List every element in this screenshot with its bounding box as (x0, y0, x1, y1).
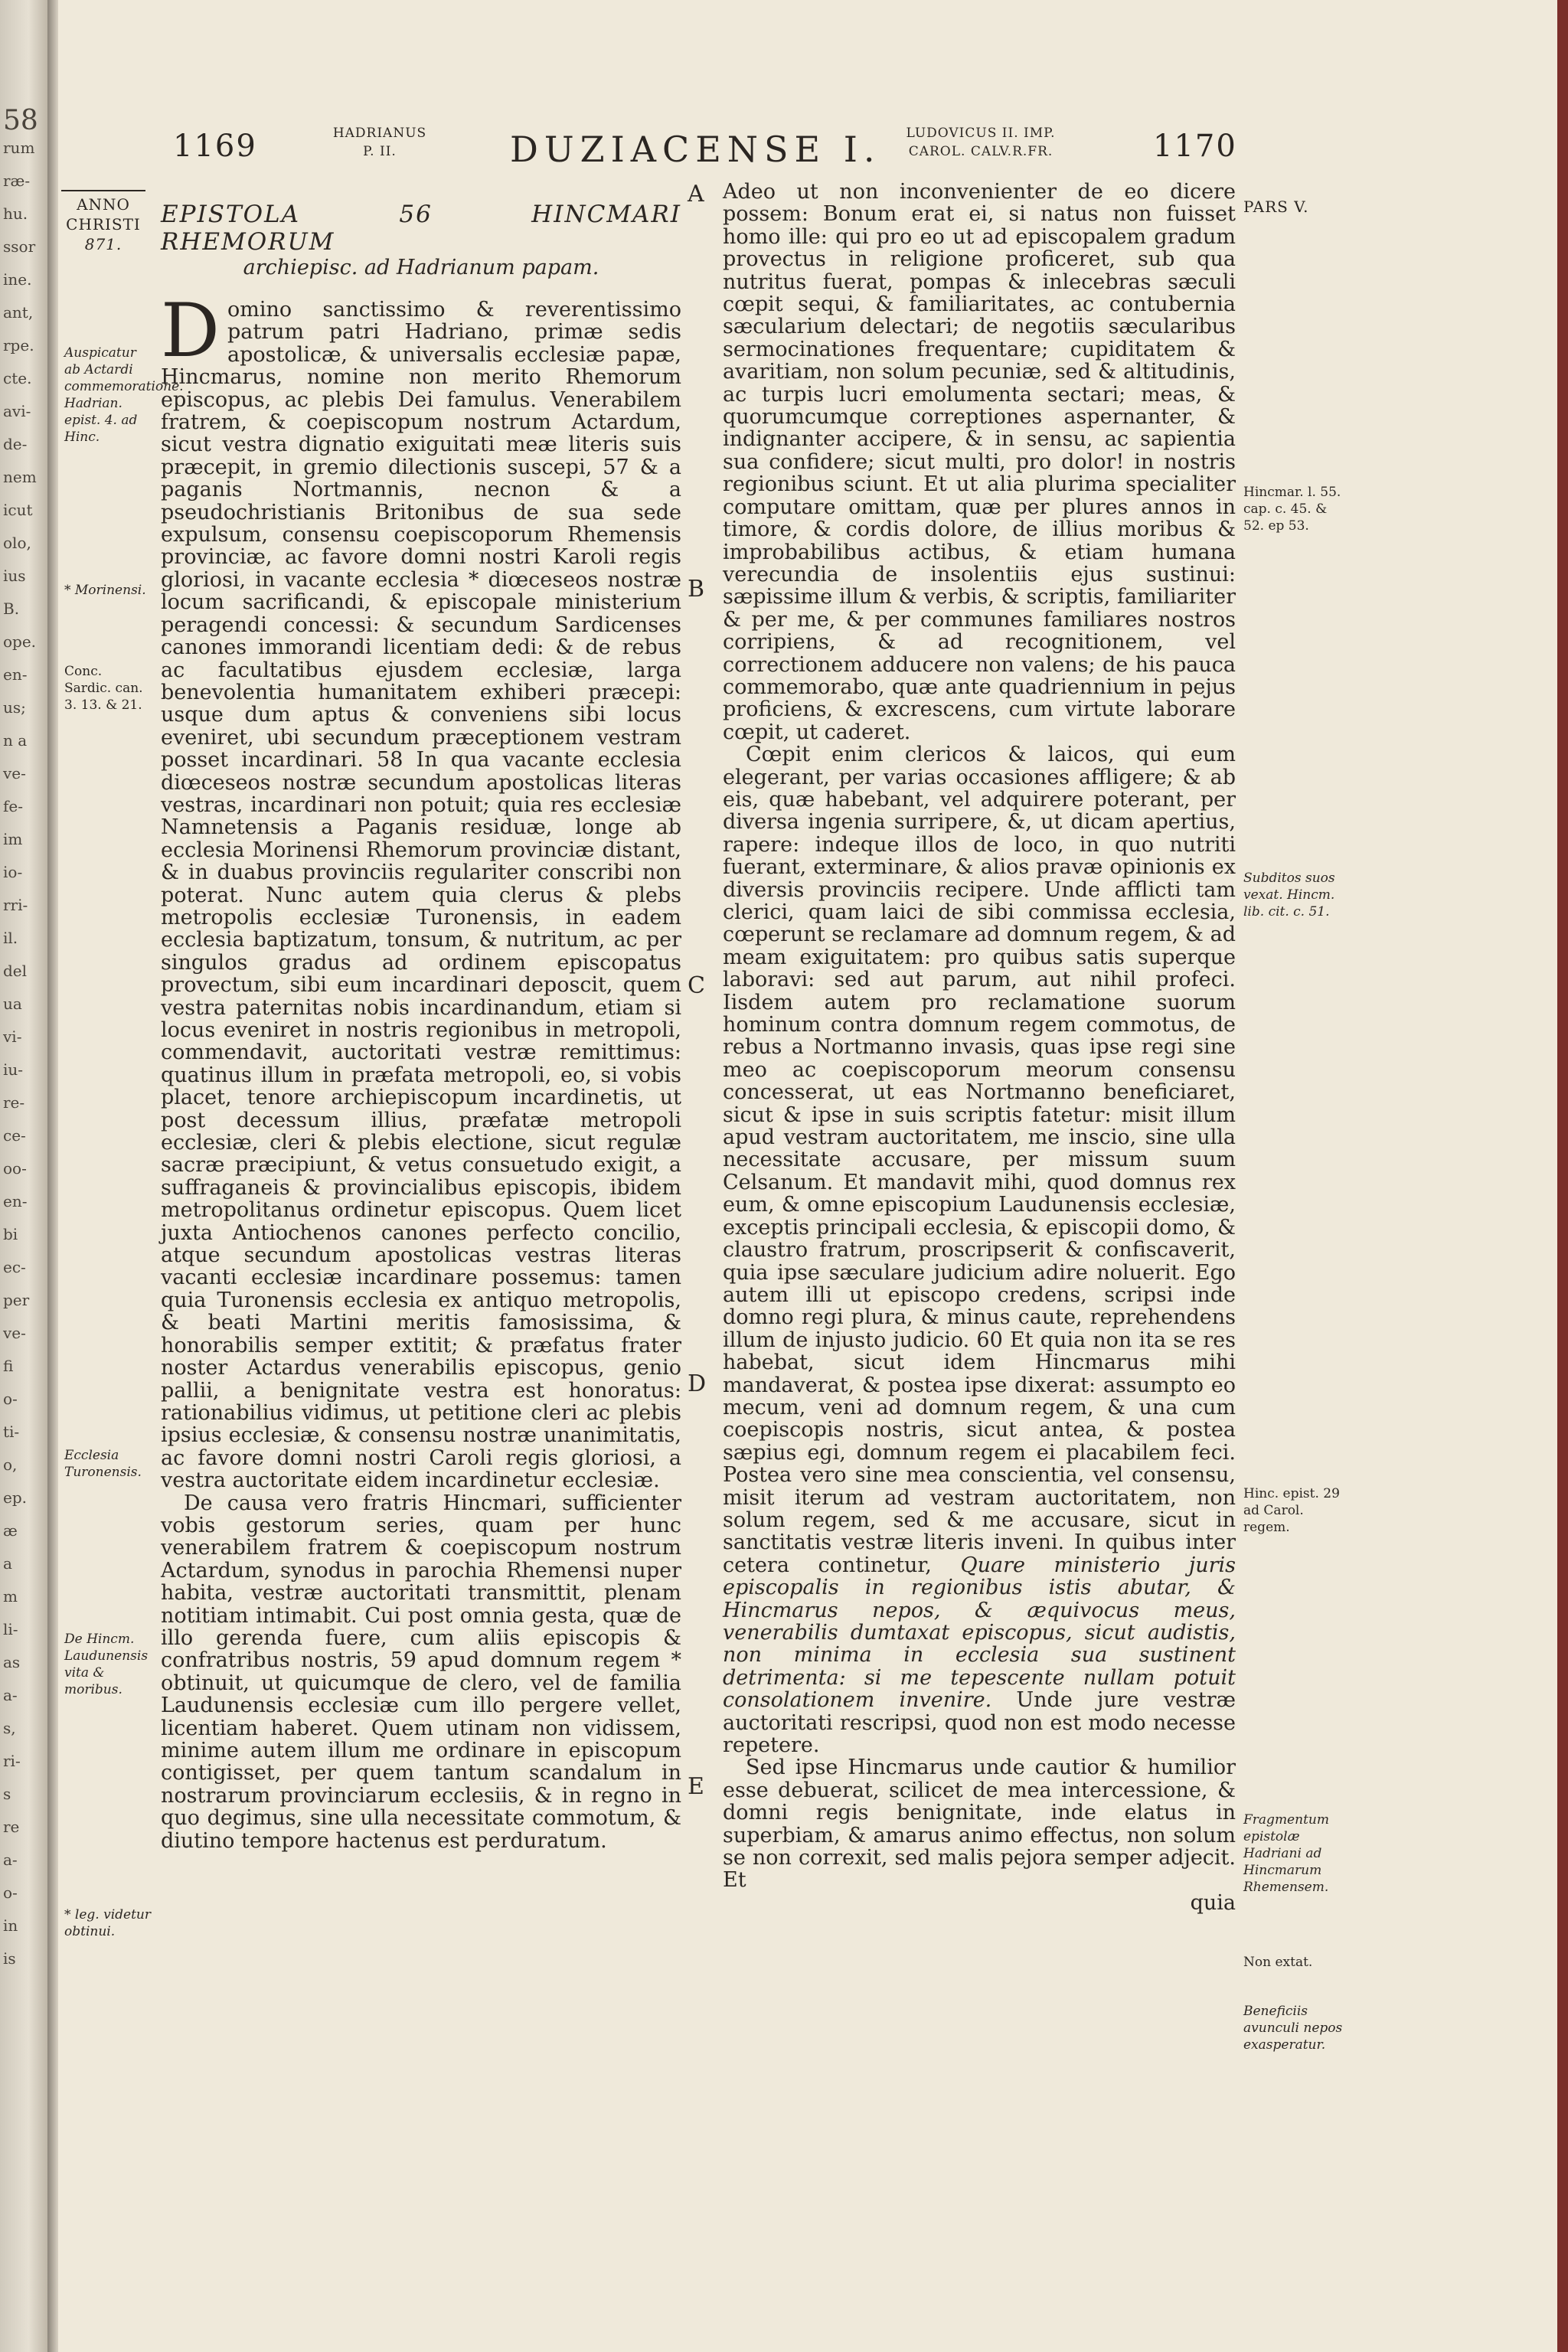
adjacent-page-fragment: re (3, 1818, 20, 1836)
epistle-subtitle: archiepisc. ad Hadrianum papam. (243, 256, 599, 279)
margin-note-left-4: Ecclesia Turonensis. (64, 1448, 142, 1480)
adjacent-page-fragment: ec- (3, 1258, 26, 1276)
adjacent-page-fragment: ræ- (3, 172, 31, 190)
catchword: quia (1190, 1890, 1236, 1915)
margin-note-right-3: Hinc. epist. 29 ad Carol. regem. (1243, 1486, 1340, 1535)
book-page (58, 0, 1568, 2352)
adjacent-page-fragment: en- (3, 1192, 28, 1210)
epistle-paragraph-1: Domino sanctissimo & reverentissimo patrum patri Hadriano, primæ sedis apostolicæ, & universalis ecclesiæ papæ, Hincmarus, nomine non merito Rhemorum episcopus, ac plebis Dei famulus. Venerabilem fratrem, & coepiscopum nostrum Actardum, sicut vestra dignatio exiguitati meæ literis suis præcepit, in gremio dilectionis suscepi, 57 & a paganis Nortmannis, necnon & a pseudochristianis Britonibus de sua sede expulsum, consensu coepiscoporum Rhemensis provinciæ, ac favore domni nostri Karoli regis gloriosi, in vacante ecclesia * diœceseos nostræ locum sacrificandi, & episcopale ministerium peragendi concessi: & secundum Sardicenses canones immorandi licentiam dedi: & de rebus ac facultatibus ejusdem ecclesiæ, larga benevolentia humanitatem exhiberi præcepi: usque dum aptus & conveniens sibi locus eveniret, ubi secundum præceptionem vestram posset incardinari. 58 In qua vacante ecclesia diœceseos nostræ secundum apostolicas literas vestras, incardinari non potuit; quia res ecclesiæ Namnetensis a Paganis residuæ, longe ab ecclesia Morinensi Rhemorum provinciæ distant, & in duabus provinciis regulariter conscribi non poterat. Nunc autem quia clerus & plebs metropolis ecclesiæ Turonensis, in eadem ecclesia baptizatum, tonsum, & nutritum, ac per singulos gradus ad ordinem episcopatus provectum, sibi eum incardinari deposcit, quem vestra paternitas nobis incardinandum, etiam si locus eveniret in nostris regionibus in metropoli, commendavit, auctoritati vestræ remittimus: quatinus illum in præfata metropoli, eo, si vobis placet, tenore archiepiscopum incardinetis, ut post decessum illius, præfatæ metropoli ecclesiæ, cleri & plebis electione, sicut regulæ sacræ præcipiunt, & vetus consuetudo exigit, a suffraganeis & provincialibus episcopis, ibidem metropolitanus ordinetur episcopus. Quem licet juxta Antiochenos canones perfecto concilio, atque secundum apostolicas vestras literas vacanti ecclesiæ incardinare possemus: tamen quia Turonensis ecclesia ex antiquo metropolis, & beati Martini meritis famosissima, & honorabilis semper extitit; & præfatus frater noster Actardus venerabilis episcopus, genio pallii, a benignitate vestra est honoratus: rationabilius vidimus, ut petitione cleri ac plebis ipsius ecclesiæ, & consensu nostræ unanimitatis, ac favore domni nostri Caroli regis gloriosi, a vestra auctoritate eidem incardinetur ecclesiæ. (161, 288, 681, 1493)
adjacent-page-fragment: ep. (3, 1488, 27, 1507)
adjacent-page-fragment: il. (3, 929, 18, 947)
adjacent-page-fragment: a- (3, 1851, 18, 1869)
left-text-column (161, 201, 681, 1852)
adjacent-page-fragment: ce- (3, 1126, 26, 1145)
section-letter-b: B (688, 576, 705, 603)
adjacent-page-fragment: ti- (3, 1423, 20, 1441)
margin-note-left-6: * leg. videtur obtinui. (64, 1907, 151, 1939)
margin-note-left-5: De Hincm. Laudunensis vita & moribus. (64, 1632, 149, 1697)
book-cover-edge (1557, 0, 1568, 2352)
adjacent-page-fragment: oo- (3, 1159, 27, 1178)
page-number-right: 1170 (1153, 129, 1237, 164)
adjacent-page-fragment: ius (3, 567, 26, 585)
adjacent-page-fragment: en- (3, 665, 28, 684)
adjacent-page-fragment: ve- (3, 764, 26, 782)
adjacent-page-fragment: in (3, 1916, 18, 1935)
adjacent-page-fragment: ua (3, 995, 22, 1013)
adjacent-page-fragment: rpe. (3, 336, 34, 354)
adjacent-page-fragment: n a (3, 731, 28, 750)
running-head-title: DUZIACENSE I. (510, 129, 881, 170)
adjacent-page-fragment: 58 (3, 105, 38, 136)
adjacent-page-fragment: us; (3, 698, 26, 717)
running-head-author: HADRIANUS P. II. (332, 126, 427, 159)
adjacent-page-fragment: a- (3, 1686, 18, 1704)
section-letter-a: A (688, 181, 704, 207)
adjacent-page-fragment: hu. (3, 204, 28, 223)
right-paragraph-2: Cœpit enim clericos & laicos, qui eum elegerant, per varias occasiones affligere; & ab eis, quæ habebant, vel adquirere poterant, per diversa ingenia surripere, &, ut dicam apertius, rapere: indeque illos de loco, in quo nutriti fuerant, exterminare, & alios pravæ opinionis ex diversis provinciis recipere. Unde afflicti tam clerici, quam laici de sibi commissa ecclesia, cœperunt se reclamare ad domnum regem, & ad meam exiguitatem: pro quibus satis superque laboravi: sed aut parum, aut nihil profeci. Iisdem autem pro reclamatione suorum hominum contra domnum regem commotus, de rebus a Nortmanno invasis, quas ipse regi sine meo ac coepiscoporum meorum consensu concesserat, ut eas Nortmanno beneficiaret, sicut & ipse in suis scriptis fatetur: misit illum apud vestram auctoritatem, me inscio, sine ulla necessitate accusare, per missum suum Celsanum. Et mandavit mihi, quod domnus rex eum, & omne episcopium Laudunensis ecclesiæ, exceptis principali ecclesia, & episcopii domo, & claustro fratrum, proscripserit & confiscaverit, quia ipse sæculare judicium adire noluerit. Ego autem illi ut episcopo credens, scripsi inde domno regi plura, & minus caute, reprehendens illum de injusto judicio. 60 Et quia non ita se res habebat, sicut idem Hincmarus mihi mandaverat, & postea ipse dixerat: assumpto eo mecum, veni ad domnum regem, & una cum coepiscopis nostris, sicut antea, & postea sæpius egi, domnum regem ei placabilem feci. Postea vero sine mea conscientia, vel consensu, misit iterum ad vestram auctoritatem, non solum regem, sed & me accusare, sicut in sanctitatis vestræ literis inveni. In quibus inter cetera continetur, Quare ministerio juris episcopalis in regionibus istis abutar, & Hincmarus nepos, & æquivocus meus, venerabilis dumtaxat episcopus, sicut audistis, non minima in ecclesia sua sustinent detrimenta: si me tepescente nullam potuit consolationem invenire. Unde jure vestræ auctoritati rescripsi, quod non est modo necesse repetere. (723, 743, 1236, 1758)
adjacent-page-fragment: vi- (3, 1027, 22, 1046)
adjacent-page-fragment: fe- (3, 797, 23, 815)
adjacent-page-fragment: de- (3, 435, 28, 453)
margin-note-right-4: Fragmentum epistolæ Hadriani ad Hincmarum Rhemensem. (1243, 1812, 1329, 1895)
adjacent-page-fragment: fi (3, 1357, 14, 1375)
adjacent-page-fragment: ve- (3, 1324, 26, 1342)
adjacent-page-fragment: as (3, 1653, 21, 1671)
right-text-column (723, 181, 1236, 1914)
right-paragraph-1: Adeo ut non inconvenienter de eo dicere possem: Bonum erat ei, si natus non fuisset homo ille: qui pro eo ut ad episcopalem gradum provectus in religione proficeret, sub qua nutritus fuerat, pompas & inlecebras sæculi cœpit sequi, & familiaritates, ac contubernia sæcularium delectari; de negotiis sæcularibus sermocinationes frequentare; cupiditatem & avaritiam, non solum pecuniæ, sed & altitudinis, ac turpis lucri emolumenta sectari; meas, & quorumcumque correptiones aspernanter, & indignanter accipere, & in sensu, ac sapientia sua confidere; sicut multi, pro dolor! in nostris regionibus sciunt. Et ut alia plurima specialiter computare omittam, quæ per plures annos in timore, & cordis dolore, de illius moribus & improbabilibus actibus, & etiam humana verecundia de insolentiis ejus sustinui: sæpissime illum & verbis, & scriptis, familiariter & per me, & per communes familiares nostros corripiens, & ad recognitionem, vel correctionem adducere non valens; de his pauca commemorabo, quæ ante quadriennium in pejus proficiens, & excrescens, cum virtute laborare cœpit, ut caderet. (723, 180, 1236, 744)
drop-capital: D (161, 288, 220, 374)
section-letter-d: D (688, 1370, 707, 1397)
adjacent-page-fragment: ssor (3, 237, 36, 256)
adjacent-page-fragment: o- (3, 1883, 18, 1902)
margin-note-right-1: Hincmar. l. 55. cap. c. 45. & 52. ep 53. (1243, 485, 1341, 534)
adjacent-page-fragment: s, (3, 1719, 16, 1737)
adjacent-page-fragment: iu- (3, 1060, 24, 1079)
margin-note-right-6: Beneficiis avunculi nepos exasperatur. (1243, 2004, 1343, 2053)
adjacent-page-strip (0, 0, 47, 2352)
margin-note-left-2: * Morinensi. (64, 583, 146, 598)
adjacent-page-fragment: re- (3, 1093, 25, 1112)
adjacent-page-fragment: æ (3, 1521, 18, 1540)
adjacent-page-fragment: s (3, 1785, 11, 1803)
adjacent-page-fragment: bi (3, 1225, 18, 1243)
page-number-left: 1169 (173, 129, 257, 164)
pars-label: PARS V. (1243, 198, 1309, 216)
adjacent-page-fragment: a (3, 1554, 12, 1573)
margin-note-left-1: Auspicatur ab Actardi commemoratione. Hadrian. epist. 4. ad Hinc. (64, 345, 184, 445)
section-letter-e: E (688, 1773, 704, 1800)
adjacent-page-fragment: m (3, 1587, 18, 1606)
book-gutter (47, 0, 58, 2352)
epistle-paragraph-2: De causa vero fratris Hincmari, sufficienter vobis gestorum series, quam per hunc venerabilem fratrem & coepiscopum nostrum Actardum, synodus in parochia Rhemensi nuper habita, vestræ auctoritati transmittit, plenam notitiam intimabit. Cui post omnia gesta, quæ de illo gerenda fuere, cum aliis episcopis & confratribus nostris, 59 apud domnum regem * obtinuit, ut quicumque de clero, vel de familia Laudunensis ecclesiæ cum illo pergere vellet, licentiam haberet. Quem utinam non vidissem, minime autem illum me ordinare in episcopum contigisset, per quem tantum scandalum in nostrarum provinciarum ecclesiis, & in regno in quo degimus, sine ulla necessitate commotum, & diutino tempore hactenus est perduratum. (161, 1491, 681, 1853)
adjacent-page-fragment: ant, (3, 303, 34, 322)
adjacent-page-fragment: o- (3, 1390, 18, 1408)
right-paragraph-3: Sed ipse Hincmarus unde cautior & humilior esse debuerat, scilicet de mea intercessione, & domni regis benignitate, inde elatus in superbiam, & amarus animo effectus, non solum se non correxit, sed malis pejora semper adjecit. Et (723, 1756, 1236, 1893)
papal-quote: Quare ministerio juris episcopalis in regionibus istis abutar, & Hincmarus nepos, & æquivocus meus, venerabilis dumtaxat episcopus, sicut audistis, non minima in ecclesia sua sustinent detrimenta: si me tepescente nullam potuit consolationem invenire. (723, 1553, 1236, 1713)
adjacent-page-fragment: per (3, 1291, 30, 1309)
adjacent-page-fragment: rri- (3, 896, 28, 914)
section-letter-c: C (688, 972, 705, 999)
margin-note-left-3: Conc. Sardic. can. 3. 13. & 21. (64, 664, 143, 713)
adjacent-page-fragment: ri- (3, 1752, 21, 1770)
epistle-title: EPISTOLA 56 HINCMARI RHEMORUM (161, 201, 681, 256)
adjacent-page-fragment: li- (3, 1620, 18, 1638)
adjacent-page-fragment: del (3, 962, 28, 980)
year-box: ANNO CHRISTI 871. (61, 190, 145, 254)
adjacent-page-fragment: io- (3, 863, 23, 881)
adjacent-page-fragment: is (3, 1949, 16, 1968)
adjacent-page-fragment: ine. (3, 270, 32, 289)
adjacent-page-fragment: im (3, 830, 23, 848)
adjacent-page-fragment: cte. (3, 369, 32, 387)
adjacent-page-fragment: olo, (3, 534, 31, 552)
margin-note-right-2: Subditos suos vexat. Hincm. lib. cit. c. 51. (1243, 871, 1335, 920)
running-head-emperor: LUDOVICUS II. IMP. CAROL. CALV.R.FR. (906, 126, 1056, 159)
adjacent-page-fragment: rum (3, 139, 35, 157)
adjacent-page-fragment: avi- (3, 402, 31, 420)
margin-note-right-5: Non extat. (1243, 1955, 1313, 1970)
adjacent-page-fragment: B. (3, 599, 20, 618)
adjacent-page-fragment: icut (3, 501, 33, 519)
adjacent-page-fragment: nem (3, 468, 37, 486)
adjacent-page-fragment: o, (3, 1455, 18, 1474)
adjacent-page-fragment: ope. (3, 632, 37, 651)
